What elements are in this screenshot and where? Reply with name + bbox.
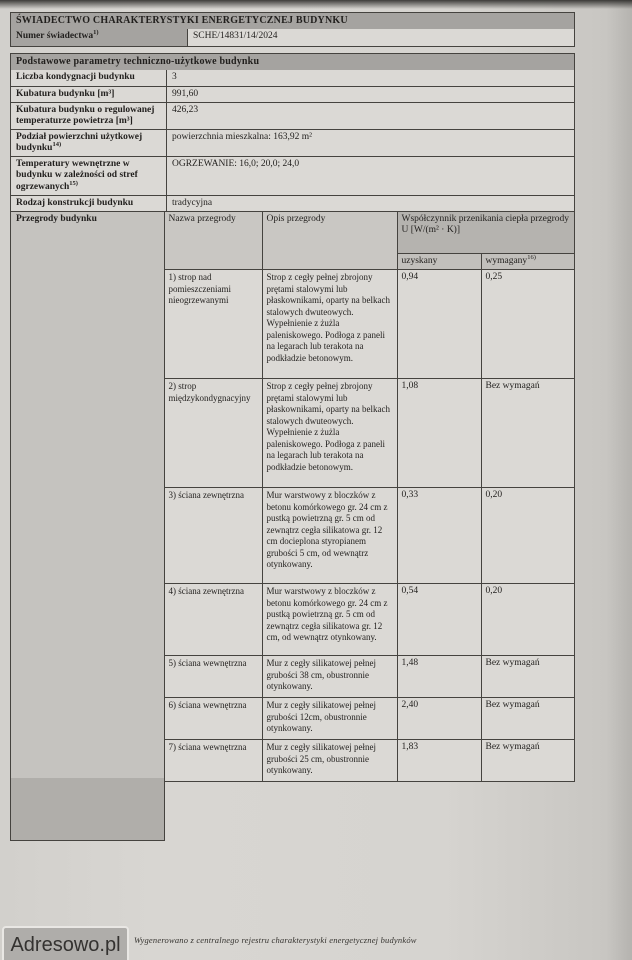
partition-desc: Mur warstwowy z bloczków z betonu komórkowego gr. 24 cm z pustką powietrzną gr. 5 cm od zewnątrz cegła silikatowa gr. 12 cm docieplona styropianem grubości 5 cm, od wewnątrz otynkowany. <box>262 488 397 584</box>
certificate-number-label <box>11 29 187 46</box>
param-label <box>11 103 166 129</box>
param-label-text: Kubatura budynku [m³] <box>16 88 115 99</box>
title-table <box>10 12 575 47</box>
u-obtained: 2,40 <box>397 698 481 740</box>
param-label <box>11 87 166 102</box>
certificate-number-value: SCHE/14831/14/2024 <box>187 29 574 46</box>
column-header-desc: Opis przegrody <box>262 211 397 270</box>
certificate-number-label-text: Numer świadectwa <box>16 30 94 41</box>
partition-name: 4) ściana zewnętrzna <box>164 584 262 656</box>
param-label-text: Temperatury wewnętrzne w budynku w zależności od stref ogrzewanych <box>16 158 138 192</box>
param-label-text: Kubatura budynku o regulowanej temperaturze powietrza [m³] <box>16 104 155 126</box>
param-value: OGRZEWANIE: 16,0; 20,0; 24,0 <box>166 157 574 195</box>
partition-name: 5) ściana wewnętrzna <box>164 656 262 698</box>
envelope-data-row <box>164 488 574 584</box>
generated-note: Wygenerowano z centralnego rejestru charakterystyki energetycznej budynków <box>134 935 417 945</box>
param-row-usable-area <box>11 129 574 156</box>
param-label <box>11 196 166 211</box>
partition-desc: Mur z cegły silikatowej pełnej grubości 12cm, obustronnie otynkowany. <box>262 698 397 740</box>
param-label <box>11 70 166 86</box>
param-value: 3 <box>166 70 574 86</box>
u-obtained: 0,54 <box>397 584 481 656</box>
scan-top-shadow <box>0 0 632 9</box>
param-row-heated-volume <box>11 102 574 129</box>
envelope-data-row <box>164 656 574 698</box>
param-label <box>11 157 166 195</box>
param-label <box>11 130 166 156</box>
partition-name: 2) strop międzykondygnacyjny <box>164 379 262 488</box>
param-row-construction-type <box>11 195 574 211</box>
param-row-internal-temperatures <box>11 156 574 195</box>
partition-desc: Mur z cegły silikatowej pełnej grubości 38 cm, obustronnie otynkowany. <box>262 656 397 698</box>
scan-right-shadow <box>606 0 632 960</box>
u-obtained: 1,83 <box>397 740 481 782</box>
envelope-data-row <box>164 740 574 782</box>
partition-desc: Mur warstwowy z bloczków z betonu komórkowego gr. 24 cm z pustką powietrzną gr. 5 cm od zewnątrz cegła silikatowa gr. 12 cm, od wewnątrz otynkowany. <box>262 584 397 656</box>
partition-name: 3) ściana zewnętrzna <box>164 488 262 584</box>
envelope-table <box>164 211 575 783</box>
u-obtained: 1,08 <box>397 379 481 488</box>
footnote-ref-1: 1) <box>93 28 99 36</box>
envelope-data-row <box>164 270 574 379</box>
adresowo-watermark: Adresowo.pl <box>2 926 129 960</box>
envelope-row <box>10 211 575 841</box>
u-required: 0,25 <box>481 270 574 379</box>
u-obtained: 0,33 <box>397 488 481 584</box>
footnote-ref-15: 15) <box>69 179 78 187</box>
scan-shading-block <box>11 778 164 840</box>
partition-name: 6) ściana wewnętrzna <box>164 698 262 740</box>
envelope-label-text: Przegrody budynku <box>16 213 97 224</box>
param-label-text: Podział powierzchni użytkowej budynku <box>16 131 143 153</box>
param-label-text: Rodzaj konstrukcji budynku <box>16 197 134 208</box>
partition-name: 7) ściana wewnętrzna <box>164 740 262 782</box>
section-title: Podstawowe parametry techniczno-użytkowe budynku <box>11 54 574 70</box>
u-required: Bez wymagań <box>481 379 574 488</box>
envelope-data-row <box>164 698 574 740</box>
certificate-document <box>10 12 575 841</box>
document-title: ŚWIADECTWO CHARAKTERYSTYKI ENERGETYCZNEJ BUDYNKU <box>11 13 574 29</box>
u-required: Bez wymagań <box>481 740 574 782</box>
partition-desc: Strop z cegły pełnej zbrojony prętami stalowymi lub płaskownikami, oparty na belkach stalowych dwuteowych. Wypełnienie z żużla paleniskowego. Podłoga z paneli na legarach lub terakota na podkładzie betonowym. <box>262 270 397 379</box>
parameters-table <box>10 53 575 212</box>
param-value: tradycyjna <box>166 196 574 211</box>
footnote-ref-14: 14) <box>52 140 62 148</box>
certificate-number-row <box>11 29 574 46</box>
u-obtained: 1,48 <box>397 656 481 698</box>
param-value: 991,60 <box>166 87 574 102</box>
u-required: 0,20 <box>481 488 574 584</box>
param-value: powierzchnia mieszkalna: 163,92 m² <box>166 130 574 156</box>
partition-desc: Mur z cegły silikatowej pełnej grubości 25 cm, obustronnie otynkowany. <box>262 740 397 782</box>
u-obtained: 0,94 <box>397 270 481 379</box>
envelope-data-row <box>164 584 574 656</box>
param-value: 426,23 <box>166 103 574 129</box>
partition-name: 1) strop nad pomieszczeniami nieogrzewanymi <box>164 270 262 379</box>
u-required: Bez wymagań <box>481 698 574 740</box>
param-label-text: Liczba kondygnacji budynku <box>16 71 135 82</box>
u-required: Bez wymagań <box>481 656 574 698</box>
column-header-required <box>481 253 574 270</box>
column-header-obtained: uzyskany <box>397 253 481 270</box>
column-header-u-value: Współczynnik przenikania ciepła przegrody U [W/(m² · K)] <box>397 211 574 253</box>
param-row-storeys <box>11 70 574 86</box>
required-label-text: wymagany <box>485 255 528 266</box>
envelope-label-cell <box>10 211 165 841</box>
param-row-volume <box>11 86 574 102</box>
partition-desc: Strop z cegły pełnej zbrojony prętami stalowymi lub płaskownikami, oparty na belkach stalowych dwuteowych. Wypełnienie z żużla paleniskowego. Podłoga z paneli na legarach lub terakota na podkładzie betonowym. <box>262 379 397 488</box>
column-header-name: Nazwa przegrody <box>164 211 262 270</box>
envelope-header-row <box>164 211 574 253</box>
u-required: 0,20 <box>481 584 574 656</box>
footnote-ref-16: 16) <box>527 253 536 261</box>
envelope-data-row <box>164 379 574 488</box>
